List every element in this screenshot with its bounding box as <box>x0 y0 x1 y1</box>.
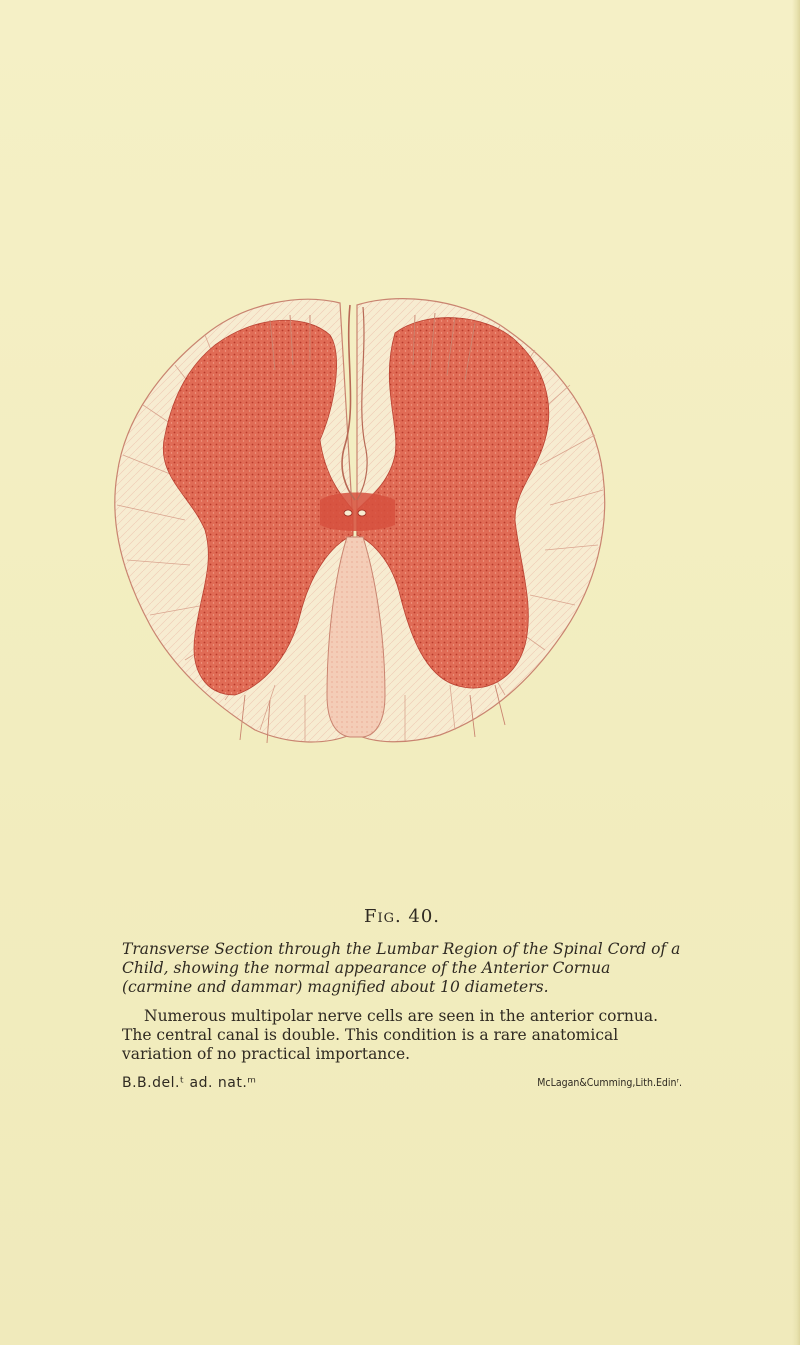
plate-edge <box>792 0 800 1345</box>
caption-body: Numerous multipolar nerve cells are seen in the anterior cornua. The central canal is double. This condition is a rare anatomical variation of no practical importance. <box>122 1007 659 1063</box>
spinal-cord-section-illustration <box>95 275 635 755</box>
credit-artist: B.B.del.ᵗ ad. nat.ᵐ <box>122 1075 257 1091</box>
figure-label: Fig. 40. <box>363 906 441 927</box>
caption-title: Transverse Section through the Lumbar Region of the Spinal Cord of a Child, showing the normal appearance of the Anterior Cornua (carmine and dammar) magnified about 10 diameters. <box>122 940 681 996</box>
credit-lithographer: McLagan&Cumming,Lith.Edinʳ. <box>537 1077 682 1089</box>
caption-block <box>122 906 682 1064</box>
